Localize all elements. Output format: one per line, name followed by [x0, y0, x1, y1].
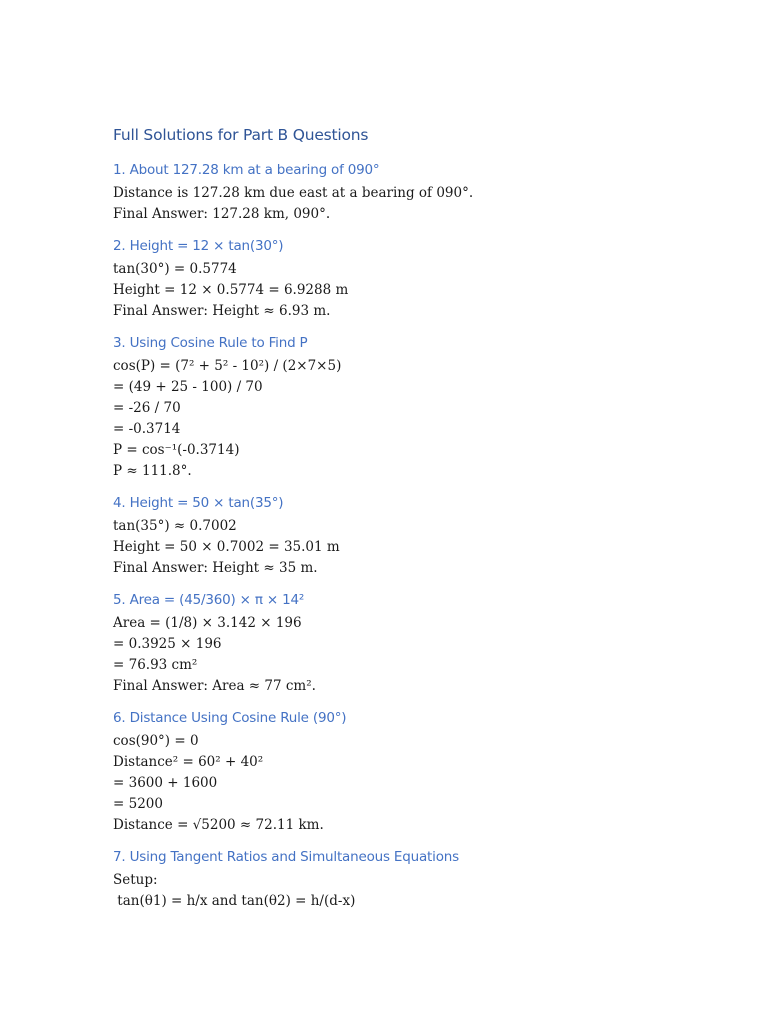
text-line: tan(35°) ≈ 0.7002: [113, 518, 237, 534]
text-line: P = cos⁻¹(-0.3714): [113, 442, 240, 458]
section-heading: 1. About 127.28 km at a bearing of 090°: [113, 162, 380, 178]
solution-section-6: [113, 708, 713, 836]
text-line: Setup:: [113, 872, 158, 888]
solution-section-4: [113, 493, 713, 579]
section-heading: 3. Using Cosine Rule to Find P: [113, 335, 308, 351]
text-line: = 3600 + 1600: [113, 775, 218, 791]
text-line: Area = (1/8) × 3.142 × 196: [113, 615, 302, 631]
solution-section-3: [113, 333, 713, 482]
text-line: = 0.3925 × 196: [113, 636, 222, 652]
text-line: Distance = √5200 ≈ 72.11 km.: [113, 817, 324, 833]
text-line: Distance is 127.28 km due east at a bearing of 090°.: [113, 185, 474, 201]
document-title: Full Solutions for Part B Questions: [113, 126, 369, 144]
text-line: Final Answer: Height ≈ 35 m.: [113, 560, 318, 576]
text-line: cos(P) = (7² + 5² - 10²) / (2×7×5): [113, 358, 342, 374]
solution-section-5: [113, 590, 713, 697]
text-line: = -26 / 70: [113, 400, 181, 416]
section-heading: 4. Height = 50 × tan(35°): [113, 495, 284, 511]
text-line: = (49 + 25 - 100) / 70: [113, 379, 263, 395]
text-line: = -0.3714: [113, 421, 181, 437]
text-line: cos(90°) = 0: [113, 733, 199, 749]
text-line: Final Answer: Height ≈ 6.93 m.: [113, 303, 331, 319]
text-line: = 76.93 cm²: [113, 657, 198, 673]
solution-section-2: [113, 236, 713, 322]
text-line: Distance² = 60² + 40²: [113, 754, 264, 770]
text-line: tan(30°) = 0.5774: [113, 261, 237, 277]
section-heading: 6. Distance Using Cosine Rule (90°): [113, 710, 347, 726]
solution-section-1: [113, 160, 713, 225]
section-heading: 2. Height = 12 × tan(30°): [113, 238, 284, 254]
solution-section-7: [113, 847, 713, 912]
section-heading: 7. Using Tangent Ratios and Simultaneous Equations: [113, 849, 459, 865]
text-line: Final Answer: 127.28 km, 090°.: [113, 206, 331, 222]
text-line: Height = 12 × 0.5774 = 6.9288 m: [113, 282, 349, 298]
text-line: tan(θ1) = h/x and tan(θ2) = h/(d-x): [113, 893, 356, 909]
text-line: = 5200: [113, 796, 163, 812]
text-line: P ≈ 111.8°.: [113, 463, 192, 479]
text-line: Height = 50 × 0.7002 = 35.01 m: [113, 539, 340, 555]
document-page: [113, 124, 713, 923]
text-line: Final Answer: Area ≈ 77 cm².: [113, 678, 316, 694]
section-heading: 5. Area = (45/360) × π × 14²: [113, 592, 305, 608]
